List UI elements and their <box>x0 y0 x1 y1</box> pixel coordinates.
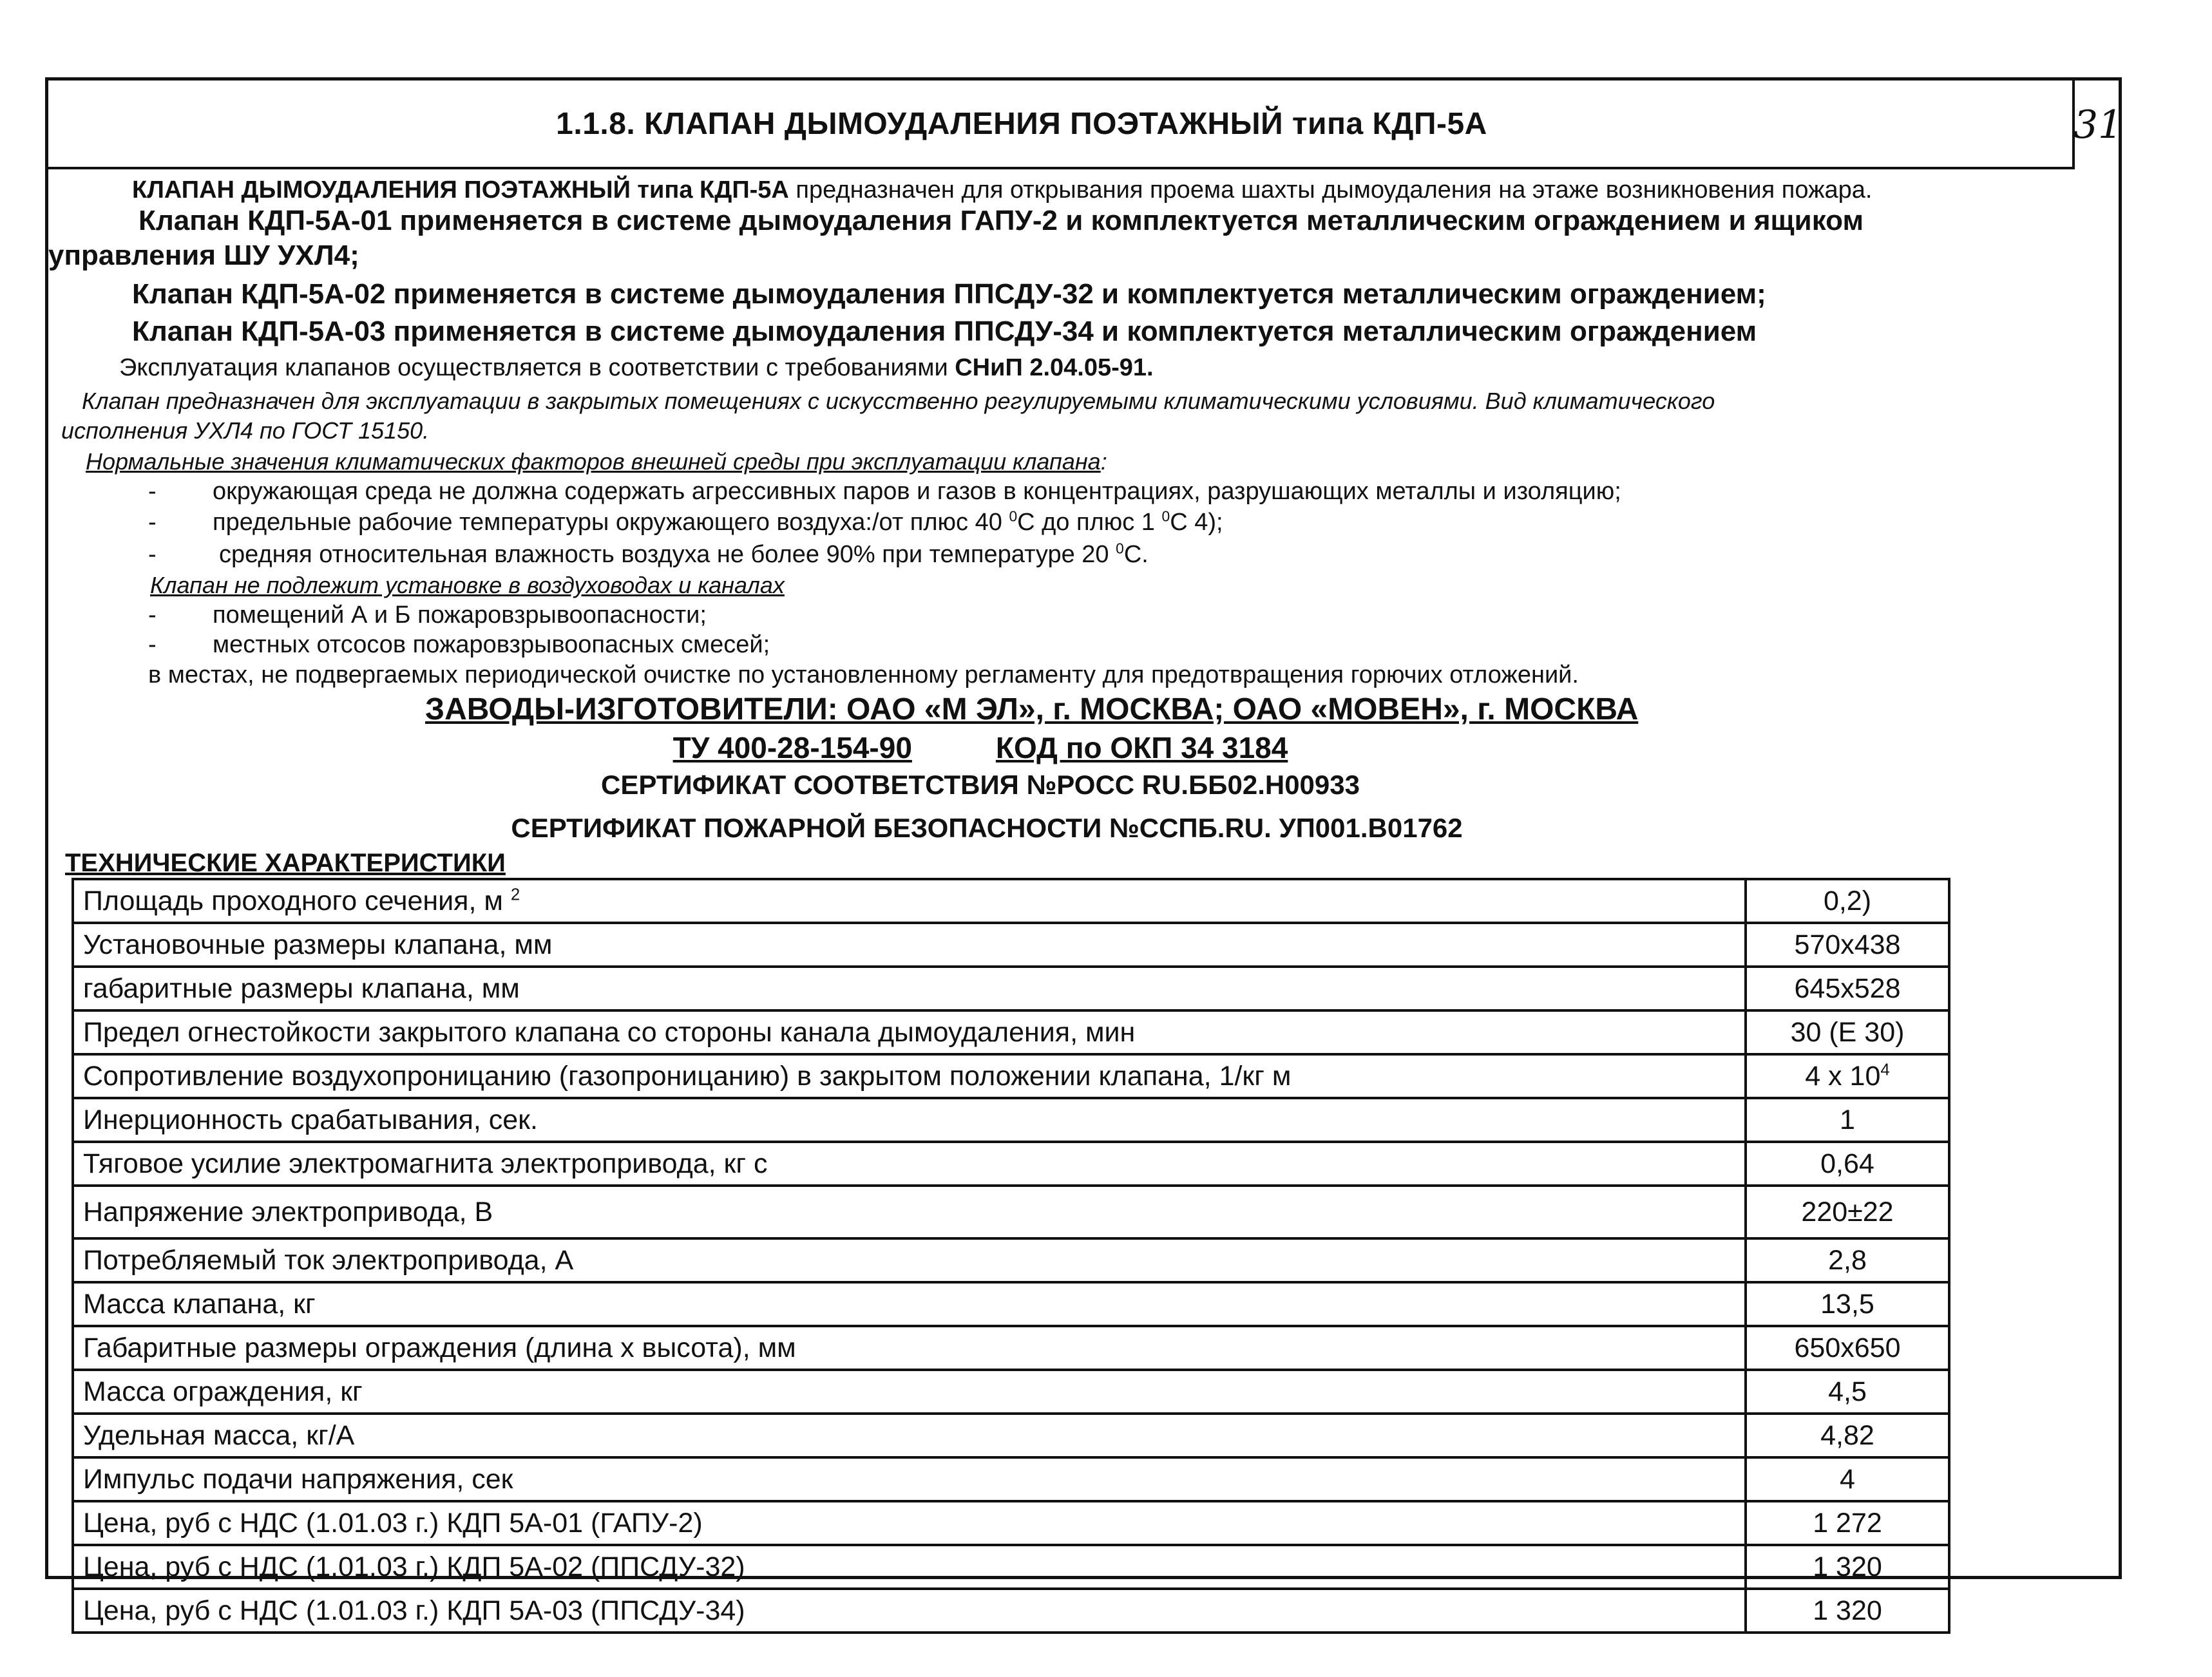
spec-label: Сопротивление воздухопроницанию (газопроницанию) в закрытом положении клапана, 1/кг м <box>73 1054 1746 1098</box>
spec-value: 1 <box>1746 1098 1949 1142</box>
table-row <box>73 1414 1949 1457</box>
specs-table <box>72 878 1950 1634</box>
spec-value: 1 272 <box>1746 1501 1949 1545</box>
spec-label: Цена, руб с НДС (1.01.03 г.) КДП 5А-02 (ППСДУ-32) <box>73 1545 1746 1589</box>
table-row <box>73 1238 1949 1282</box>
spec-label: Установочные размеры клапана, мм <box>73 923 1746 967</box>
spec-label: Напряжение электропривода, В <box>73 1186 1746 1238</box>
restrict-item-2: - местных отсосов пожаровзрывоопасных смесей; <box>148 631 770 658</box>
spec-value: 4,5 <box>1746 1370 1949 1414</box>
restrict-heading: Клапан не подлежит установке в воздуховодах и каналах <box>150 572 785 598</box>
certificate-fire-safety: СЕРТИФИКАТ ПОЖАРНОЙ БЕЗОПАСНОСТИ №ССПБ.RU. УП001.В01762 <box>511 813 1463 843</box>
document-frame <box>45 77 2123 1626</box>
spec-value: 4,82 <box>1746 1414 1949 1457</box>
spec-label: Тяговое усилие электромагнита электропривода, кг с <box>73 1142 1746 1186</box>
norm-heading: Нормальные значения климатических факторов внешней среды при эксплуатации клапана: <box>86 448 1107 475</box>
intro-paragraph-1: КЛАПАН ДЫМОУДАЛЕНИЯ ПОЭТАЖНЫЙ типа КДП-5А предназначен для открывания проема шахты дымоудаления на этаже возникновения пожара. <box>132 176 1873 204</box>
table-row <box>73 967 1949 1010</box>
spec-value: 1 320 <box>1746 1545 1949 1589</box>
spec-label: Площадь проходного сечения, м $^2$ <box>73 879 1746 923</box>
spec-value: 650х650 <box>1746 1326 1949 1370</box>
table-row <box>73 1054 1949 1098</box>
spec-label: Габаритные размеры ограждения (длина х высота), мм <box>73 1326 1746 1370</box>
restrict-tail: в местах, не подвергаемых периодической очистке по установленному регламенту для предотвращения горючих отложений. <box>148 661 1579 688</box>
norm-item-1: - окружающая среда не должна содержать агрессивных паров и газов в концентрациях, разрушающих металлы и изоляцию; <box>148 478 1621 505</box>
page-number: 31 <box>2072 81 2121 169</box>
table-row <box>73 1370 1949 1414</box>
tu-okp-line: ТУ 400-28-154-90 КОД по ОКП 34 3184 <box>672 731 1288 764</box>
table-row <box>73 923 1949 967</box>
spec-label: Удельная масса, кг/А <box>73 1414 1746 1457</box>
spec-value: 0,2) <box>1746 879 1949 923</box>
table-row <box>73 1282 1949 1326</box>
spec-value: 570х438 <box>1746 923 1949 967</box>
table-row <box>73 1010 1949 1054</box>
spec-value: 645х528 <box>1746 967 1949 1010</box>
table-row <box>73 1098 1949 1142</box>
spec-label: Потребляемый ток электропривода, А <box>73 1238 1746 1282</box>
spec-value: 4 <box>1746 1457 1949 1501</box>
spec-label: Инерционность срабатывания, сек. <box>73 1098 1746 1142</box>
intro-paragraph-3: Клапан КДП-5А-02 применяется в системе дымоудаления ППСДУ-32 и комплектуется металлическим ограждением; <box>132 278 1766 310</box>
table-row <box>73 1326 1949 1370</box>
norm-item-2: - предельные рабочие температуры окружающего воздуха:/от плюс 40 $^0$С до плюс 1 $^0$С 4); <box>148 507 1223 536</box>
intro-paragraph-2-line-2: управления ШУ УХЛ4; <box>48 240 359 271</box>
spec-label: Цена, руб с НДС (1.01.03 г.) КДП 5А-03 (ППСДУ-34) <box>73 1589 1746 1633</box>
table-row <box>73 1457 1949 1501</box>
table-row <box>73 1142 1949 1186</box>
spec-label: Импульс подачи напряжения, сек <box>73 1457 1746 1501</box>
spec-label: Цена, руб с НДС (1.01.03 г.) КДП 5А-01 (ГАПУ-2) <box>73 1501 1746 1545</box>
spec-value: 2,8 <box>1746 1238 1949 1282</box>
title-bar <box>48 81 2072 169</box>
specs-heading: ТЕХНИЧЕСКИЕ ХАРАКТЕРИСТИКИ <box>65 849 506 877</box>
table-row <box>73 879 1949 923</box>
intro-paragraph-5: Эксплуатация клапанов осуществляется в соответствии с требованиями СНиП 2.04.05-91. <box>119 354 1154 381</box>
certificate-conformity: СЕРТИФИКАТ СООТВЕТСТВИЯ №РОСС RU.ББ02.Н00933 <box>601 770 1360 800</box>
restrict-item-1: - помещений А и Б пожаровзрывоопасности; <box>148 602 707 629</box>
spec-label: Масса ограждения, кг <box>73 1370 1746 1414</box>
intro-paragraph-4: Клапан КДП-5А-03 применяется в системе дымоудаления ППСДУ-34 и комплектуется металлическим ограждением <box>132 316 1757 347</box>
table-row <box>73 1186 1949 1238</box>
climate-paragraph-line-2: исполнения УХЛ4 по ГОСТ 15150. <box>61 417 430 444</box>
page-title: 1.1.8. КЛАПАН ДЫМОУДАЛЕНИЯ ПОЭТАЖНЫЙ типа КДП-5А <box>556 106 1487 141</box>
table-row <box>73 1545 1949 1589</box>
spec-value: 220±22 <box>1746 1186 1949 1238</box>
spec-value: 4 х $10^4$ <box>1746 1054 1949 1098</box>
climate-paragraph-line-1: Клапан предназначен для эксплуатации в закрытых помещениях с искусственно регулируемыми климатическими условиями. Вид климатического <box>82 388 1715 414</box>
spec-label: Масса клапана, кг <box>73 1282 1746 1326</box>
table-row <box>73 1589 1949 1633</box>
intro-paragraph-2-line-1: Клапан КДП-5А-01 применяется в системе дымоудаления ГАПУ-2 и комплектуется металлическим ограждением и ящиком <box>138 205 1864 236</box>
spec-value: 30 (Е 30) <box>1746 1010 1949 1054</box>
spec-label: габаритные размеры клапана, мм <box>73 967 1746 1010</box>
spec-value: 1 320 <box>1746 1589 1949 1633</box>
spec-value: 0,64 <box>1746 1142 1949 1186</box>
table-row <box>73 1501 1949 1545</box>
spec-label: Предел огнестойкости закрытого клапана со стороны канала дымоудаления, мин <box>73 1010 1746 1054</box>
norm-item-3: - средняя относительная влажность воздуха не более 90% при температуре 20 $^0$С. <box>148 540 1149 568</box>
spec-value: 13,5 <box>1746 1282 1949 1326</box>
manufacturers-line: ЗАВОДЫ-ИЗГОТОВИТЕЛИ: ОАО «М ЭЛ», г. МОСКВА; ОАО «МОВЕН», г. МОСКВА <box>425 692 1639 726</box>
